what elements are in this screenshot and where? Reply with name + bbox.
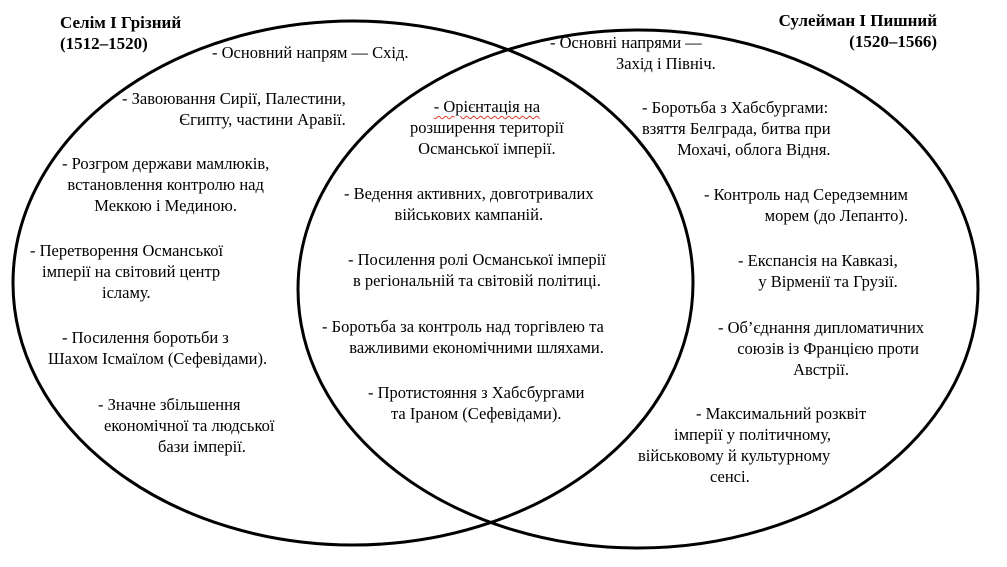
- right-title: [779, 10, 937, 52]
- common-item-line: - Протистояння з Хабсбургами: [368, 383, 585, 402]
- right-item-line: Захід і Північ.: [616, 54, 716, 73]
- left-item-line: Шахом Ісмаїлом (Сефевідами).: [48, 349, 268, 368]
- left-item-line: - Розгром держави мамлюків,: [62, 154, 270, 173]
- left-item-line: економічної та людської: [104, 416, 275, 435]
- right-item-line: імперії у політичному,: [674, 425, 832, 444]
- common-item: [410, 96, 564, 159]
- common-item-text: - Орієнтація на: [433, 97, 541, 116]
- right-item-line: Австрії.: [793, 360, 850, 379]
- common-item-line: важливими економічними шляхами.: [349, 338, 604, 357]
- left-item-line: Меккою і Мединою.: [94, 196, 237, 215]
- right-item-line: - Об’єднання дипломатичних: [718, 318, 925, 337]
- left-item: [98, 394, 274, 457]
- common-item-line: - Боротьба за контроль над торгівлею та: [322, 317, 604, 336]
- common-item-line: Османської імперії.: [418, 139, 556, 158]
- right-item-line: - Максимальний розквіт: [696, 404, 867, 423]
- common-item: [368, 382, 585, 424]
- left-title-name: Селім І Грізний: [60, 13, 182, 32]
- right-item-line: - Основні напрями —: [550, 33, 702, 52]
- common-item-line: військових кампаній.: [394, 205, 544, 224]
- right-item-line: Мохачі, облога Відня.: [677, 140, 831, 159]
- common-item-line: - Ведення активних, довготривалих: [344, 184, 594, 203]
- right-title-years: (1520–1566): [849, 32, 937, 51]
- common-item-line: в регіональній та світовій політиці.: [352, 271, 601, 290]
- right-item-line: - Контроль над Середземним: [704, 185, 909, 204]
- left-item-line: встановлення контролю над: [67, 175, 264, 194]
- left-item-line: - Значне збільшення: [98, 395, 241, 414]
- left-item-line: - Основний напрям — Схід.: [212, 43, 409, 62]
- left-item-line: ісламу.: [102, 283, 151, 302]
- common-item-line: розширення території: [410, 118, 564, 137]
- common-item: [348, 249, 606, 291]
- right-item-line: - Експансія на Кавказі,: [738, 251, 898, 270]
- left-item-line: бази імперії.: [158, 437, 246, 456]
- left-item-line: Єгипту, частини Аравії.: [179, 110, 346, 129]
- left-item: [30, 240, 223, 303]
- right-title-name: Сулейман І Пишний: [778, 11, 937, 30]
- right-item-line: союзів із Францією проти: [737, 339, 919, 358]
- common-item: [322, 316, 604, 358]
- right-item: [718, 317, 924, 380]
- right-item-line: взяття Белграда, битва при: [642, 119, 831, 138]
- left-item: [122, 88, 346, 130]
- left-item: [62, 153, 269, 216]
- common-item: [344, 183, 594, 225]
- right-item-line: сенсі.: [710, 467, 750, 486]
- left-item-line: - Перетворення Османської: [30, 241, 224, 260]
- left-item-line: імперії на світовий центр: [42, 262, 221, 281]
- common-item-line: - Посилення ролі Османської імперії: [348, 250, 606, 269]
- right-item: [704, 184, 908, 226]
- right-item: [642, 97, 831, 160]
- right-item-line: морем (до Лепанто).: [764, 206, 909, 225]
- common-item-line: [410, 96, 564, 117]
- left-title: [60, 12, 181, 54]
- left-item: [212, 42, 409, 63]
- right-item: [638, 403, 866, 487]
- right-item-line: - Боротьба з Хабсбургами:: [642, 98, 829, 117]
- left-item: [48, 327, 267, 369]
- left-item-line: - Завоювання Сирії, Палестини,: [122, 89, 346, 108]
- right-item-line: військовому й культурному: [638, 446, 831, 465]
- common-item-line: та Іраном (Сефевідами).: [391, 404, 562, 423]
- right-item: [738, 250, 898, 292]
- left-title-years: (1512–1520): [60, 34, 148, 53]
- right-item-line: у Вірменії та Грузії.: [758, 272, 898, 291]
- right-item: [550, 32, 716, 74]
- left-item-line: - Посилення боротьби з: [62, 328, 229, 347]
